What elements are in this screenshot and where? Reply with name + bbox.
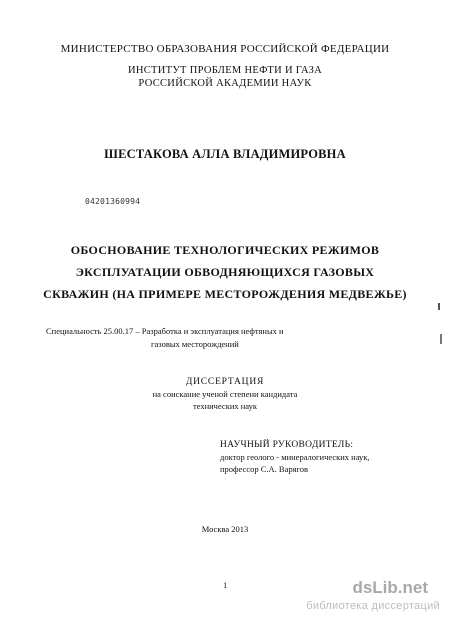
supervisor-name: профессор С.А. Варягов bbox=[220, 464, 309, 474]
dissertation-label: ДИССЕРТАЦИЯ bbox=[185, 377, 265, 387]
supervisor-label: НАУЧНЫЙ РУКОВОДИТЕЛЬ: bbox=[220, 440, 354, 450]
supervisor-degree: доктор геолого - минералогических наук, bbox=[220, 452, 370, 462]
institute-name-line2: РОССИЙСКОЙ АКАДЕМИИ НАУК bbox=[138, 78, 312, 89]
page-number: 1 bbox=[223, 580, 228, 590]
watermark-subtitle: библиотека диссертаций bbox=[306, 600, 440, 612]
city-year: Москва 2013 bbox=[201, 524, 249, 534]
scan-artifact-mark bbox=[440, 334, 442, 344]
degree-line2: технических наук bbox=[192, 401, 258, 411]
specialty-line1: Специальность 25.00.17 – Разработка и эксплуатация нефтяных и bbox=[46, 326, 284, 336]
catalog-code: 04201360994 bbox=[85, 197, 141, 206]
author-name: ШЕСТАКОВА АЛЛА ВЛАДИМИРОВНА bbox=[104, 147, 346, 161]
watermark-logo: dsLib.net bbox=[352, 578, 428, 597]
institute-name-line1: ИНСТИТУТ ПРОБЛЕМ НЕФТИ И ГАЗА bbox=[127, 65, 323, 76]
degree-line1: на соискание ученой степени кандидата bbox=[152, 389, 298, 399]
specialty-line2: газовых месторождений bbox=[151, 339, 239, 349]
scan-artifact-mark bbox=[438, 303, 440, 310]
thesis-title-line2: ЭКСПЛУАТАЦИИ ОБВОДНЯЮЩИХСЯ ГАЗОВЫХ bbox=[75, 265, 375, 279]
watermark bbox=[245, 578, 440, 618]
thesis-title-line1: ОБОСНОВАНИЕ ТЕХНОЛОГИЧЕСКИХ РЕЖИМОВ bbox=[70, 243, 380, 257]
thesis-title-line3: СКВАЖИН (НА ПРИМЕРЕ МЕСТОРОЖДЕНИЯ МЕДВЕЖЬЕ) bbox=[43, 287, 407, 301]
ministry-name: МИНИСТЕРСТВО ОБРАЗОВАНИЯ РОССИЙСКОЙ ФЕДЕРАЦИИ bbox=[60, 43, 390, 55]
